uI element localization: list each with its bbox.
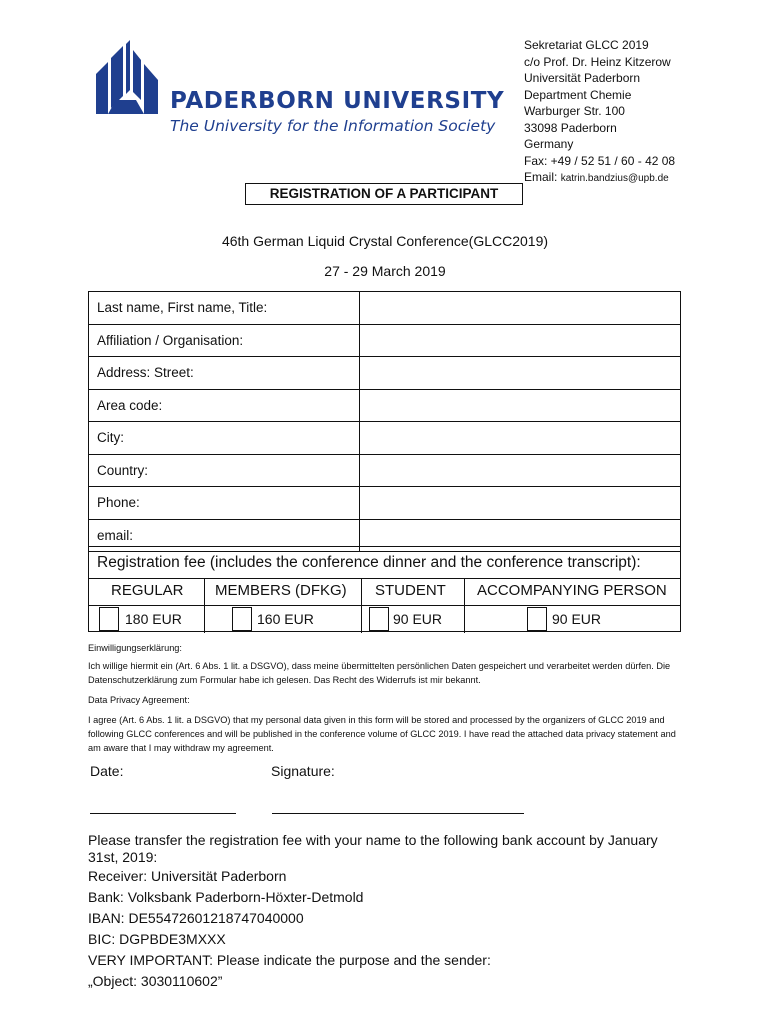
address-line: 33098 Paderborn	[524, 120, 617, 135]
country-input[interactable]	[360, 454, 681, 487]
address-block	[524, 37, 675, 188]
address-line: Universität Paderborn	[524, 71, 641, 85]
bank-important: VERY IMPORTANT: Please indicate the purpose and the sender:	[88, 952, 491, 968]
field-label: Area code:	[89, 389, 360, 422]
divider	[204, 579, 205, 633]
city-input[interactable]	[360, 422, 681, 455]
university-name: PADERBORN UNIVERSITY	[170, 88, 505, 114]
consent-text-de: Ich willige hiermit ein (Art. 6 Abs. 1 lit. a DSGVO), dass meine übermittelten persönlichen Daten gespeichert und verarbeitet werden dürfen. Die Datenschutzerklärung zum Formular habe ich gelesen. Das Recht des Widerrufs ist mir bekannt.	[88, 661, 671, 685]
fee-category-regular: REGULAR	[111, 582, 184, 599]
field-label: Affiliation / Organisation:	[89, 324, 360, 357]
page-title: REGISTRATION OF A PARTICIPANT	[245, 183, 523, 205]
street-input[interactable]	[360, 357, 681, 390]
field-label: Address: Street:	[89, 357, 360, 390]
fee-price: 90 EUR	[552, 611, 602, 627]
email-line	[524, 169, 675, 188]
bank-iban: IBAN: DE55472601218747040000	[88, 910, 304, 926]
fee-price: 90 EUR	[393, 611, 443, 627]
address-line: Department Chemie	[524, 87, 632, 102]
field-label: email:	[89, 519, 360, 552]
bank-intro: Please transfer the registration fee with your name to the following bank account by January 31st, 2019:	[88, 832, 658, 865]
university-logo-icon	[96, 40, 158, 114]
address-line: Germany	[524, 137, 574, 151]
bank-name: Bank: Volksbank Paderborn-Höxter-Detmold	[88, 889, 364, 905]
consent-heading-en: Data Privacy Agreement:	[88, 695, 190, 705]
university-tagline: The University for the Information Society	[170, 117, 496, 135]
field-label: City:	[89, 422, 360, 455]
fee-category-student: STUDENT	[375, 582, 446, 599]
signature-label: Signature:	[271, 763, 335, 779]
signature-field[interactable]	[272, 812, 524, 814]
address-line: Sekretariat GLCC 2019	[524, 38, 649, 52]
address-line: Warburger Str. 100	[524, 104, 625, 118]
bank-receiver: Receiver: Universität Paderborn	[88, 868, 287, 884]
fee-price: 160 EUR	[257, 611, 314, 627]
divider	[361, 579, 362, 633]
divider	[89, 605, 680, 606]
divider	[464, 579, 465, 633]
field-label: Phone:	[89, 487, 360, 520]
participant-form	[88, 291, 681, 552]
fee-price: 180 EUR	[125, 611, 182, 627]
conference-dates: 27 - 29 March 2019	[324, 263, 446, 279]
members-checkbox[interactable]	[232, 607, 252, 631]
consent-heading-de: Einwilligungserklärung:	[88, 643, 182, 653]
phone-input[interactable]	[360, 487, 681, 520]
email-link[interactable]: katrin.bandzius@upb.de	[560, 173, 669, 184]
consent-text-en: I agree (Art. 6 Abs. 1 lit. a DSGVO) that my personal data given in this form will be stored and processed by the organizers of GLCC 2019 and following GLCC conferences and will be published in the conference volume of GLCC 2019. I have read the attached data privacy statement and am aware that I may withdraw my agreement.	[88, 715, 676, 753]
affiliation-input[interactable]	[360, 324, 681, 357]
field-label: Country:	[89, 454, 360, 487]
date-field[interactable]	[90, 812, 236, 814]
conference-name: 46th German Liquid Crystal Conference(GLCC2019)	[221, 233, 549, 249]
name-input[interactable]	[360, 292, 681, 325]
fee-category-accompanying: ACCOMPANYING PERSON	[477, 582, 667, 599]
accompanying-checkbox[interactable]	[527, 607, 547, 631]
student-checkbox[interactable]	[369, 607, 389, 631]
registration-fee-section	[88, 546, 681, 632]
fee-category-members: MEMBERS (DFKG)	[215, 582, 347, 599]
address-line: Fax: +49 / 52 51 / 60 - 42 08	[524, 153, 676, 168]
fee-title: Registration fee (includes the conference dinner and the conference transcript):	[97, 554, 641, 571]
address-line: c/o Prof. Dr. Heinz Kitzerow	[524, 54, 671, 69]
email-label: Email:	[524, 170, 561, 184]
area-code-input[interactable]	[360, 389, 681, 422]
date-label: Date:	[90, 763, 124, 779]
field-label: Last name, First name, Title:	[89, 292, 360, 325]
divider	[89, 578, 680, 579]
bank-object: „Object: 3030110602”	[88, 973, 223, 989]
bank-bic: BIC: DGPBDE3MXXX	[88, 931, 226, 947]
regular-checkbox[interactable]	[99, 607, 119, 631]
